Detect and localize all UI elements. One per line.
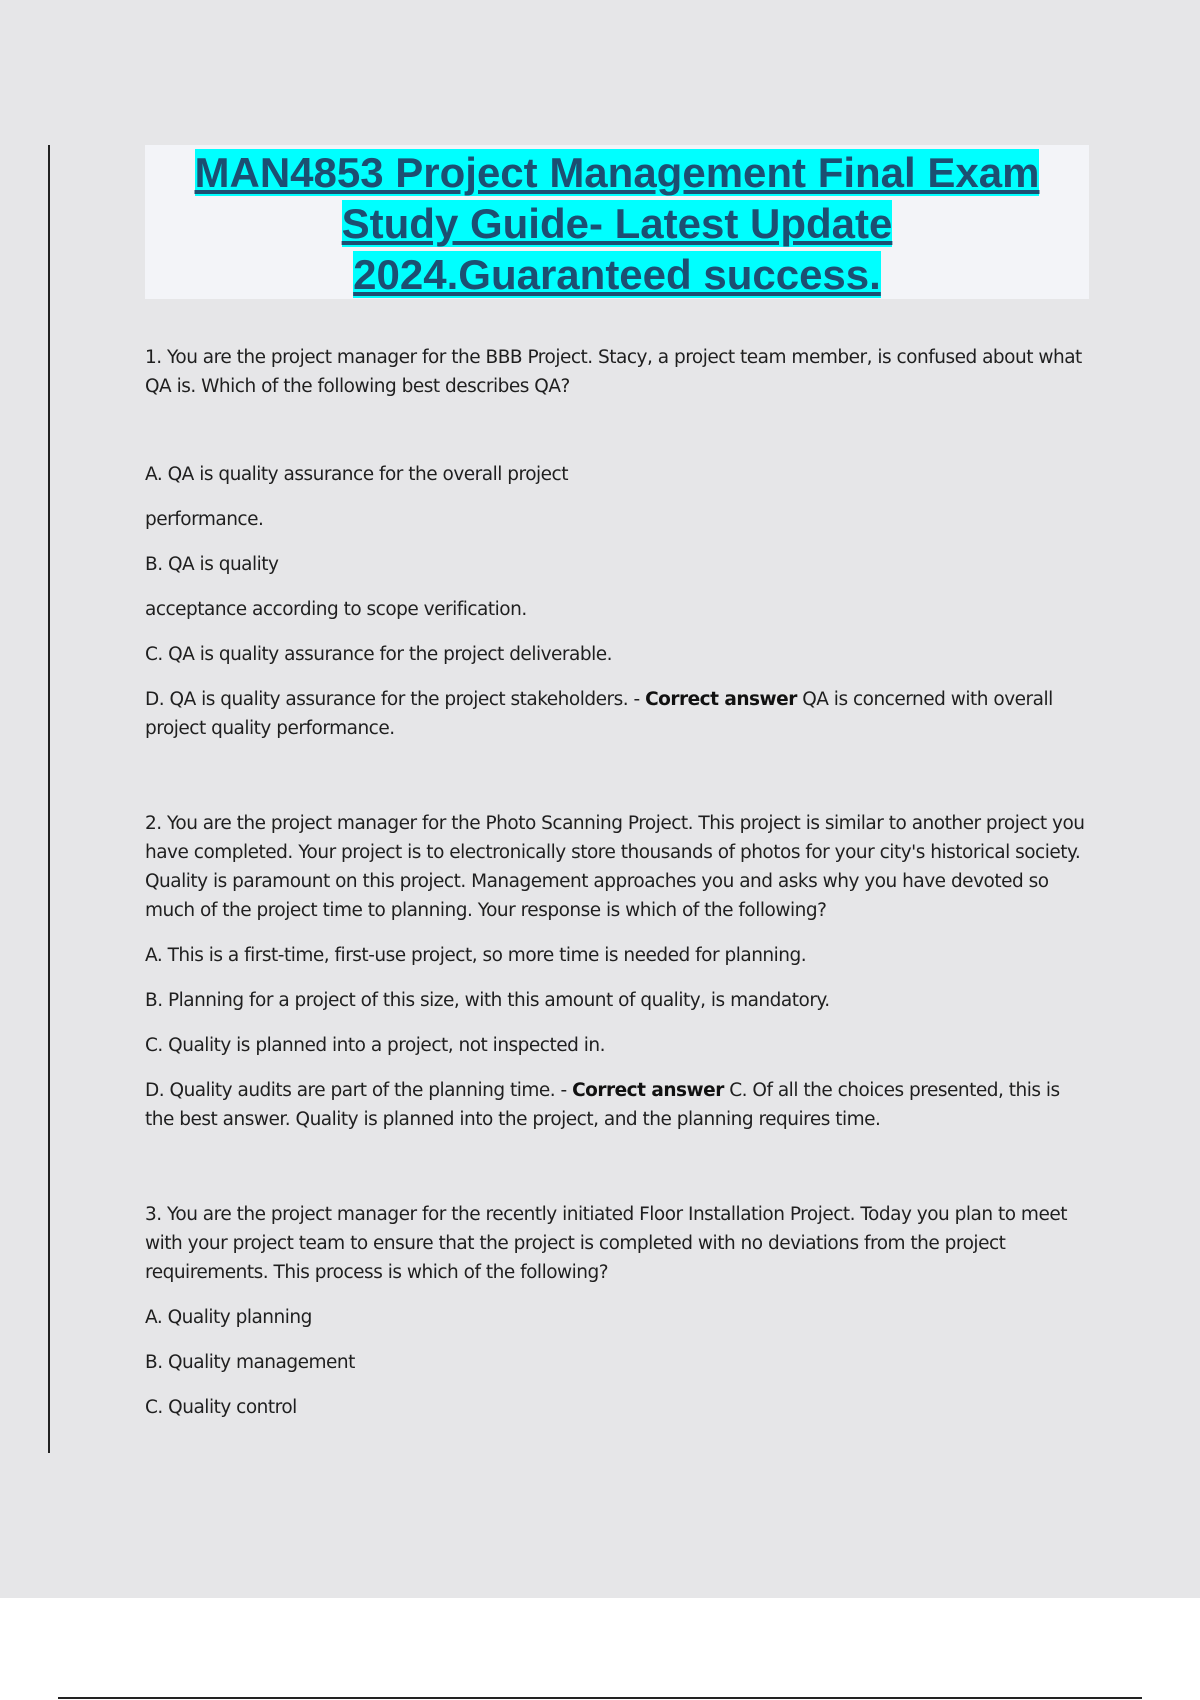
question-2-last-option: D. Quality audits are part of the planning time. - [145,1080,573,1101]
question-2-option: C. Quality is planned into a project, not inspected in. [145,1035,605,1056]
question-1-option: C. QA is quality assurance for the project deliverable. [145,644,613,665]
question-3-option: B. Quality management [145,1352,355,1373]
question-1-answer-text: QA is concerned with overall project quality performance. [145,689,1053,739]
question-3-option: C. Quality control [145,1397,297,1418]
question-2-option: A. This is a first-time, first-use project, so more time is needed for planning. [145,945,807,966]
question-1-answer [145,685,1090,743]
question-3-option: A. Quality planning [145,1307,312,1328]
document-title [145,145,1089,300]
question-1-option: B. QA is quality [145,554,279,575]
question-1-option: acceptance according to scope verification. [145,599,527,620]
title-line-3: 2024.Guaranteed success. [353,251,881,298]
question-1-option: performance. [145,509,264,530]
document-body [145,343,1090,1422]
question-1-stem: 1. You are the project manager for the BBB Project. Stacy, a project team member, is confused about what QA is. Which of the following best describes QA? [145,347,1082,397]
question-2-option: B. Planning for a project of this size, with this amount of quality, is mandatory. [145,990,830,1011]
question-2-stem: 2. You are the project manager for the Photo Scanning Project. This project is similar to another project you have completed. Your project is to electronically store thousands of photos for your city's historical society. Quality is paramount on this project. Management approaches you and asks why you have devoted so much of the project time to planning. Your response is which of the following? [145,813,1085,921]
footer-rule [58,1697,1142,1699]
title-line-2: Study Guide- Latest Update [341,200,893,247]
title-box [145,145,1089,299]
question-3-stem: 3. You are the project manager for the recently initiated Floor Installation Project. Today you plan to meet with your project team to ensure that the project is completed with no deviations from the project requirements. This process is which of the following? [145,1204,1067,1283]
question-1-option: A. QA is quality assurance for the overall project [145,464,568,485]
correct-answer-label: Correct answer [645,689,797,710]
question-2-answer [145,1076,1090,1134]
title-line-1: MAN4853 Project Management Final Exam [194,149,1040,196]
question-1-last-option: D. QA is quality assurance for the project stakeholders. - [145,689,646,710]
left-margin-rule [48,145,50,1453]
correct-answer-label: Correct answer [572,1080,724,1101]
question-2-answer-text: C. Of all the choices presented, this is the best answer. Quality is planned into the project, and the planning requires time. [145,1080,1060,1130]
